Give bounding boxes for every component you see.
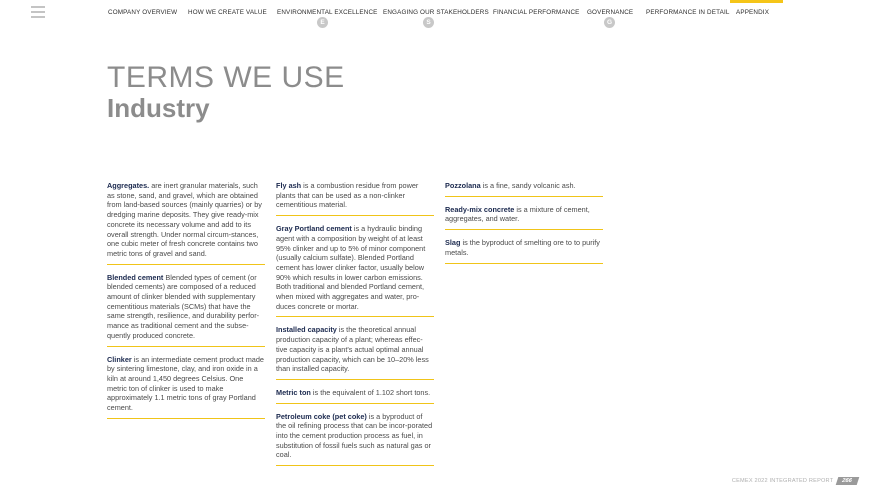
term-definition: is a hydraulic binding agent with a composition by weight of at least 95% clinker and up to 5% of minor component (usually calcium sulfate). Blended Portland cement has lower clinker factor, usually below 90% which results in lower carbon emissions. Both traditional and blended Portland cement, when mixed with aggregates and water, pro-duces concrete or mortar. [276,224,426,311]
term-entry-blended-cement [107,273,265,347]
term-entry-slag [445,238,603,263]
terms-column-1 [107,181,265,427]
term-entry-ready-mix-concrete [445,205,603,230]
term-name: Blended cement [107,272,164,282]
environmental-badge-icon[interactable]: E [317,17,328,28]
nav-item-governance[interactable]: GOVERNANCE [587,9,634,16]
term-entry-aggregates [107,181,265,265]
term-entry-metric-ton [276,388,434,404]
term-entry-installed-capacity [276,325,434,380]
term-name: Slag [445,238,461,248]
term-name: Clinker [107,354,132,364]
term-name: Pozzolana [445,181,481,190]
page-title: TERMS WE USE [107,61,345,94]
term-definition: are inert granular materials, such as stone, sand, and gravel, which are obtained from land-based sources (mainly quarries) or by dredging marine deposits. They give ready-mix concrete its necessary volume and add to its overall strength. Under normal circum-stances, one cubic meter of fresh concrete contains two metric tons of gravel and sand. [107,181,262,258]
term-entry-fly-ash [276,181,434,216]
nav-item-engaging-our-stakeholders[interactable]: ENGAGING OUR STAKEHOLDERS [383,9,489,16]
term-definition: is the byproduct of smelting ore to to purify metals. [445,238,600,257]
governance-badge-icon[interactable]: G [604,17,615,28]
term-definition: is an intermediate cement product made by sintering limestone, clay, and iron oxide in a kiln at around 1,450 degrees Celsius. One metric ton of clinker is used to make approximately 1.1 metric tons of gray Portland cement. [107,354,264,413]
social-badge-icon[interactable]: S [423,17,434,28]
page-subtitle: Industry [107,93,210,123]
term-definition: is the equivalent of 1.102 short tons. [310,387,431,397]
term-name: Ready-mix concrete [445,204,515,214]
nav-item-how-we-create-value[interactable]: HOW WE CREATE VALUE [188,9,267,16]
term-definition: Blended types of cement (or blended cements) are composed of a reduced amount of clinker blended with supplementary cementitious materials (SCMs) that have the same strength, resilience, and durability perfor-mance as traditional cement and the subse-quently produced concrete. [107,272,260,340]
nav-item-company-overview[interactable]: COMPANY OVERVIEW [108,9,178,16]
term-name: Gray Portland cement [276,224,352,234]
report-name: CEMEX 2022 INTEGRATED REPORT [731,478,834,484]
terms-column-3 [445,181,603,272]
term-name: Installed capacity [276,325,337,335]
term-entry-pozzolana [445,181,603,197]
nav-item-performance-in-detail[interactable]: PERFORMANCE IN DETAIL [646,9,730,16]
term-name: Metric ton [276,387,311,397]
term-definition: is a mixture of cement, aggregates, and water. [445,204,590,224]
hamburger-menu-icon[interactable] [31,6,45,18]
terms-column-2 [276,181,434,474]
page-number-badge: 266 [836,477,859,485]
term-name: Aggregates. [107,181,150,190]
nav-item-appendix[interactable]: APPENDIX [736,9,770,16]
term-entry-gray-portland-cement [276,224,434,317]
term-definition: is a combustion residue from power plants that can be used as a non-clinker cementitious material. [276,181,419,210]
term-entry-petroleum-coke [276,412,434,467]
nav-item-environmental-excellence[interactable]: ENVIRONMENTAL EXCELLENCE [277,9,378,16]
page-footer [732,477,858,485]
term-definition: is a byproduct of the oil refining process that can be incor-porated into the cement production process as fuel, in substitution of fossil fuels such as natural gas or coal. [276,411,433,460]
term-entry-clinker [107,355,265,419]
term-definition: is the theoretical annual production capacity of a plant; whereas effec-tive capacity is a plant's actual optimal annual production capacity, which can be 10–20% less than installed capacity. [276,325,429,374]
term-name: Petroleum coke (pet coke) [276,411,367,421]
term-definition: is a fine, sandy volcanic ash. [480,181,576,190]
term-name: Fly ash [276,181,302,190]
nav-item-financial-performance[interactable]: FINANCIAL PERFORMANCE [493,9,580,16]
